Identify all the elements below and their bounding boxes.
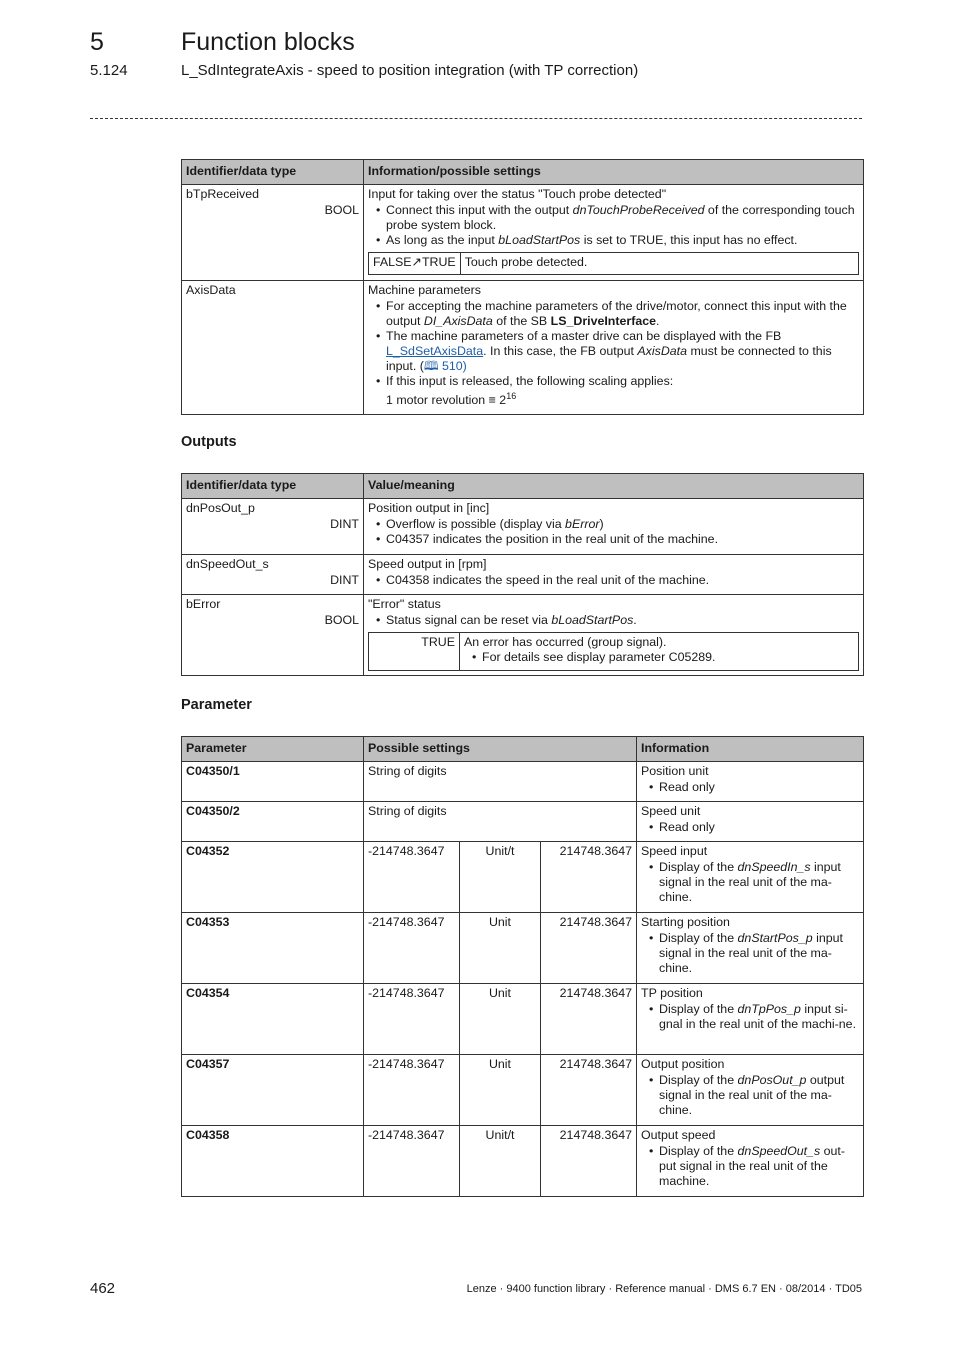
- list-item: • Display of the dnStartPos_p input signal in the real unit of the ma-chine.: [659, 931, 859, 976]
- table-row: [182, 595, 864, 676]
- bullet-list: [368, 203, 859, 248]
- list-item: • Read only: [659, 820, 859, 835]
- table-row: [182, 913, 864, 984]
- list-item: • Display of the dnPosOut_p output signal in the real unit of the ma-chine.: [659, 1073, 859, 1118]
- table-row: [182, 185, 864, 281]
- bullet-list: [368, 299, 859, 408]
- column-header: Information: [637, 737, 864, 762]
- table-row: [182, 984, 864, 1055]
- parameter-code: C04352: [182, 842, 364, 913]
- data-type: DINT: [330, 517, 359, 531]
- min-value: -214748.3647: [364, 1126, 460, 1197]
- unit: Unit: [460, 913, 541, 984]
- value-subtable: [368, 252, 859, 275]
- value-key: TRUE: [369, 633, 460, 671]
- max-value: 214748.3647: [541, 1055, 637, 1126]
- table-row: [182, 555, 864, 595]
- section-number: 5.124: [90, 62, 128, 79]
- parameter-code: C04354: [182, 984, 364, 1055]
- list-item: • Display of the dnTpPos_p input si-gnal in the real unit of the machi-ne.: [659, 1002, 859, 1032]
- list-item: • For details see display parameter C05289.: [482, 650, 854, 665]
- column-header: Identifier/data type: [182, 474, 364, 499]
- parameter-heading: Parameter: [181, 697, 252, 713]
- parameter-code: C04357: [182, 1055, 364, 1126]
- list-item: • Display of the dnSpeedIn_s input signal in the real unit of the ma-chine.: [659, 860, 859, 905]
- info-cell: [364, 555, 864, 595]
- identifier-cell: [182, 281, 364, 415]
- parameter-table: [181, 736, 864, 1197]
- inputs-table: [181, 159, 864, 415]
- list-item: • C04358 indicates the speed in the real unit of the machine.: [386, 573, 859, 588]
- bullet-list: [368, 573, 859, 588]
- unit: Unit: [460, 1055, 541, 1126]
- min-value: -214748.3647: [364, 1055, 460, 1126]
- list-item: • Overflow is possible (display via bError): [386, 517, 859, 532]
- info-intro: Machine parameters: [368, 283, 481, 297]
- value-key: FALSE↗TRUE: [369, 253, 461, 275]
- column-header: Value/meaning: [364, 474, 864, 499]
- max-value: 214748.3647: [541, 984, 637, 1055]
- info-intro: Input for taking over the status "Touch probe detected": [368, 187, 667, 201]
- info-cell: [364, 595, 864, 676]
- identifier-cell: [182, 555, 364, 595]
- list-item: • C04357 indicates the position in the real unit of the machine.: [386, 532, 859, 547]
- info-cell: Output speed • Display of the dnSpeedOut_s out-put signal in the real unit of the machine.: [637, 1126, 864, 1197]
- identifier-cell: [182, 595, 364, 676]
- info-cell: Speed unit • Read only: [637, 802, 864, 842]
- data-type: DINT: [330, 573, 359, 587]
- info-intro: "Error" status: [368, 597, 441, 611]
- info-cell: Starting position • Display of the dnStartPos_p input signal in the real unit of the ma-chine.: [637, 913, 864, 984]
- bullet-list: [368, 613, 859, 628]
- list-item: • Status signal can be reset via bLoadStartPos.: [386, 613, 859, 628]
- data-type: BOOL: [324, 613, 359, 627]
- info-intro: Speed output in [rpm]: [368, 557, 487, 571]
- max-value: 214748.3647: [541, 842, 637, 913]
- info-cell: TP position • Display of the dnTpPos_p input si-gnal in the real unit of the machi-ne.: [637, 984, 864, 1055]
- info-cell: Speed input • Display of the dnSpeedIn_s input signal in the real unit of the ma-chine.: [637, 842, 864, 913]
- identifier-cell: [182, 499, 364, 555]
- unit: Unit: [460, 984, 541, 1055]
- list-item: • Read only: [659, 780, 859, 795]
- unit: Unit/t: [460, 1126, 541, 1197]
- chapter-number: 5: [90, 28, 104, 56]
- max-value: 214748.3647: [541, 1126, 637, 1197]
- page-reference-link[interactable]: 🕮 510): [423, 359, 467, 373]
- table-row: [182, 1055, 864, 1126]
- outputs-table: [181, 473, 864, 676]
- header-separator: [90, 118, 862, 119]
- data-type: BOOL: [324, 203, 359, 217]
- parameter-code: C04353: [182, 913, 364, 984]
- max-value: 214748.3647: [541, 913, 637, 984]
- value-meaning: Touch probe detected.: [460, 253, 858, 275]
- min-value: -214748.3647: [364, 913, 460, 984]
- bullet-list: [368, 517, 859, 547]
- min-value: -214748.3647: [364, 842, 460, 913]
- parameter-code: C04350/2: [182, 802, 364, 842]
- identifier-name: bTpReceived: [186, 187, 260, 201]
- identifier-name: dnSpeedOut_s: [186, 557, 269, 571]
- table-row: [182, 802, 864, 842]
- parameter-code: C04358: [182, 1126, 364, 1197]
- list-item: • If this input is released, the following scaling applies: 1 motor revolution ≡ $2^{16}$: [386, 374, 859, 408]
- identifier-name: dnPosOut_p: [186, 501, 255, 515]
- info-cell: [364, 499, 864, 555]
- chapter-title: Function blocks: [181, 28, 355, 56]
- parameter-code: C04350/1: [182, 762, 364, 802]
- outputs-heading: Outputs: [181, 434, 237, 450]
- footer-text: Lenze · 9400 function library · Reference manual · DMS 6.7 EN · 08/2014 · TD05: [466, 1283, 862, 1295]
- list-item: • Display of the dnSpeedOut_s out-put signal in the real unit of the machine.: [659, 1144, 859, 1189]
- info-cell: [364, 185, 864, 281]
- table-header-row: [182, 160, 864, 185]
- table-row: [182, 499, 864, 555]
- list-item: • Connect this input with the output dnTouchProbeReceived of the corresponding touch probe system block.: [386, 203, 859, 233]
- column-header: Parameter: [182, 737, 364, 762]
- min-value: -214748.3647: [364, 984, 460, 1055]
- section-title: L_SdIntegrateAxis - speed to position integration (with TP correction): [181, 62, 639, 79]
- page-number: 462: [90, 1280, 116, 1297]
- value-subtable: [368, 632, 859, 671]
- info-cell: Position unit • Read only: [637, 762, 864, 802]
- list-item: • As long as the input bLoadStartPos is set to TRUE, this input has no effect.: [386, 233, 859, 248]
- info-intro: Position output in [inc]: [368, 501, 490, 515]
- table-header-row: [182, 474, 864, 499]
- bullet-list: [464, 650, 854, 665]
- value-meaning: An error has occurred (group signal). • For details see display parameter C05289.: [460, 633, 859, 671]
- l-sdsetaxisdata-link[interactable]: L_SdSetAxisData: [386, 344, 484, 358]
- table-row: [182, 762, 864, 802]
- column-header: Possible settings: [364, 737, 637, 762]
- list-item: • For accepting the machine parameters of the drive/motor, connect this input with the output DI_AxisData of the SB LS_DriveInterface.: [386, 299, 859, 329]
- possible-setting: String of digits: [364, 802, 637, 842]
- identifier-cell: [182, 185, 364, 281]
- identifier-name: bError: [186, 597, 221, 611]
- column-header: Information/possible settings: [364, 160, 864, 185]
- identifier-name: AxisData: [186, 283, 236, 297]
- unit: Unit/t: [460, 842, 541, 913]
- table-row: [182, 842, 864, 913]
- info-cell: Output position • Display of the dnPosOut_p output signal in the real unit of the ma-chine.: [637, 1055, 864, 1126]
- table-row: [182, 281, 864, 415]
- possible-setting: String of digits: [364, 762, 637, 802]
- table-row: [182, 1126, 864, 1197]
- info-cell: [364, 281, 864, 415]
- column-header: Identifier/data type: [182, 160, 364, 185]
- list-item: • The machine parameters of a master drive can be displayed with the FB L_SdSetAxisData. In this case, the FB output AxisData must be connected to this input. (🕮 510): [386, 329, 859, 374]
- table-header-row: [182, 737, 864, 762]
